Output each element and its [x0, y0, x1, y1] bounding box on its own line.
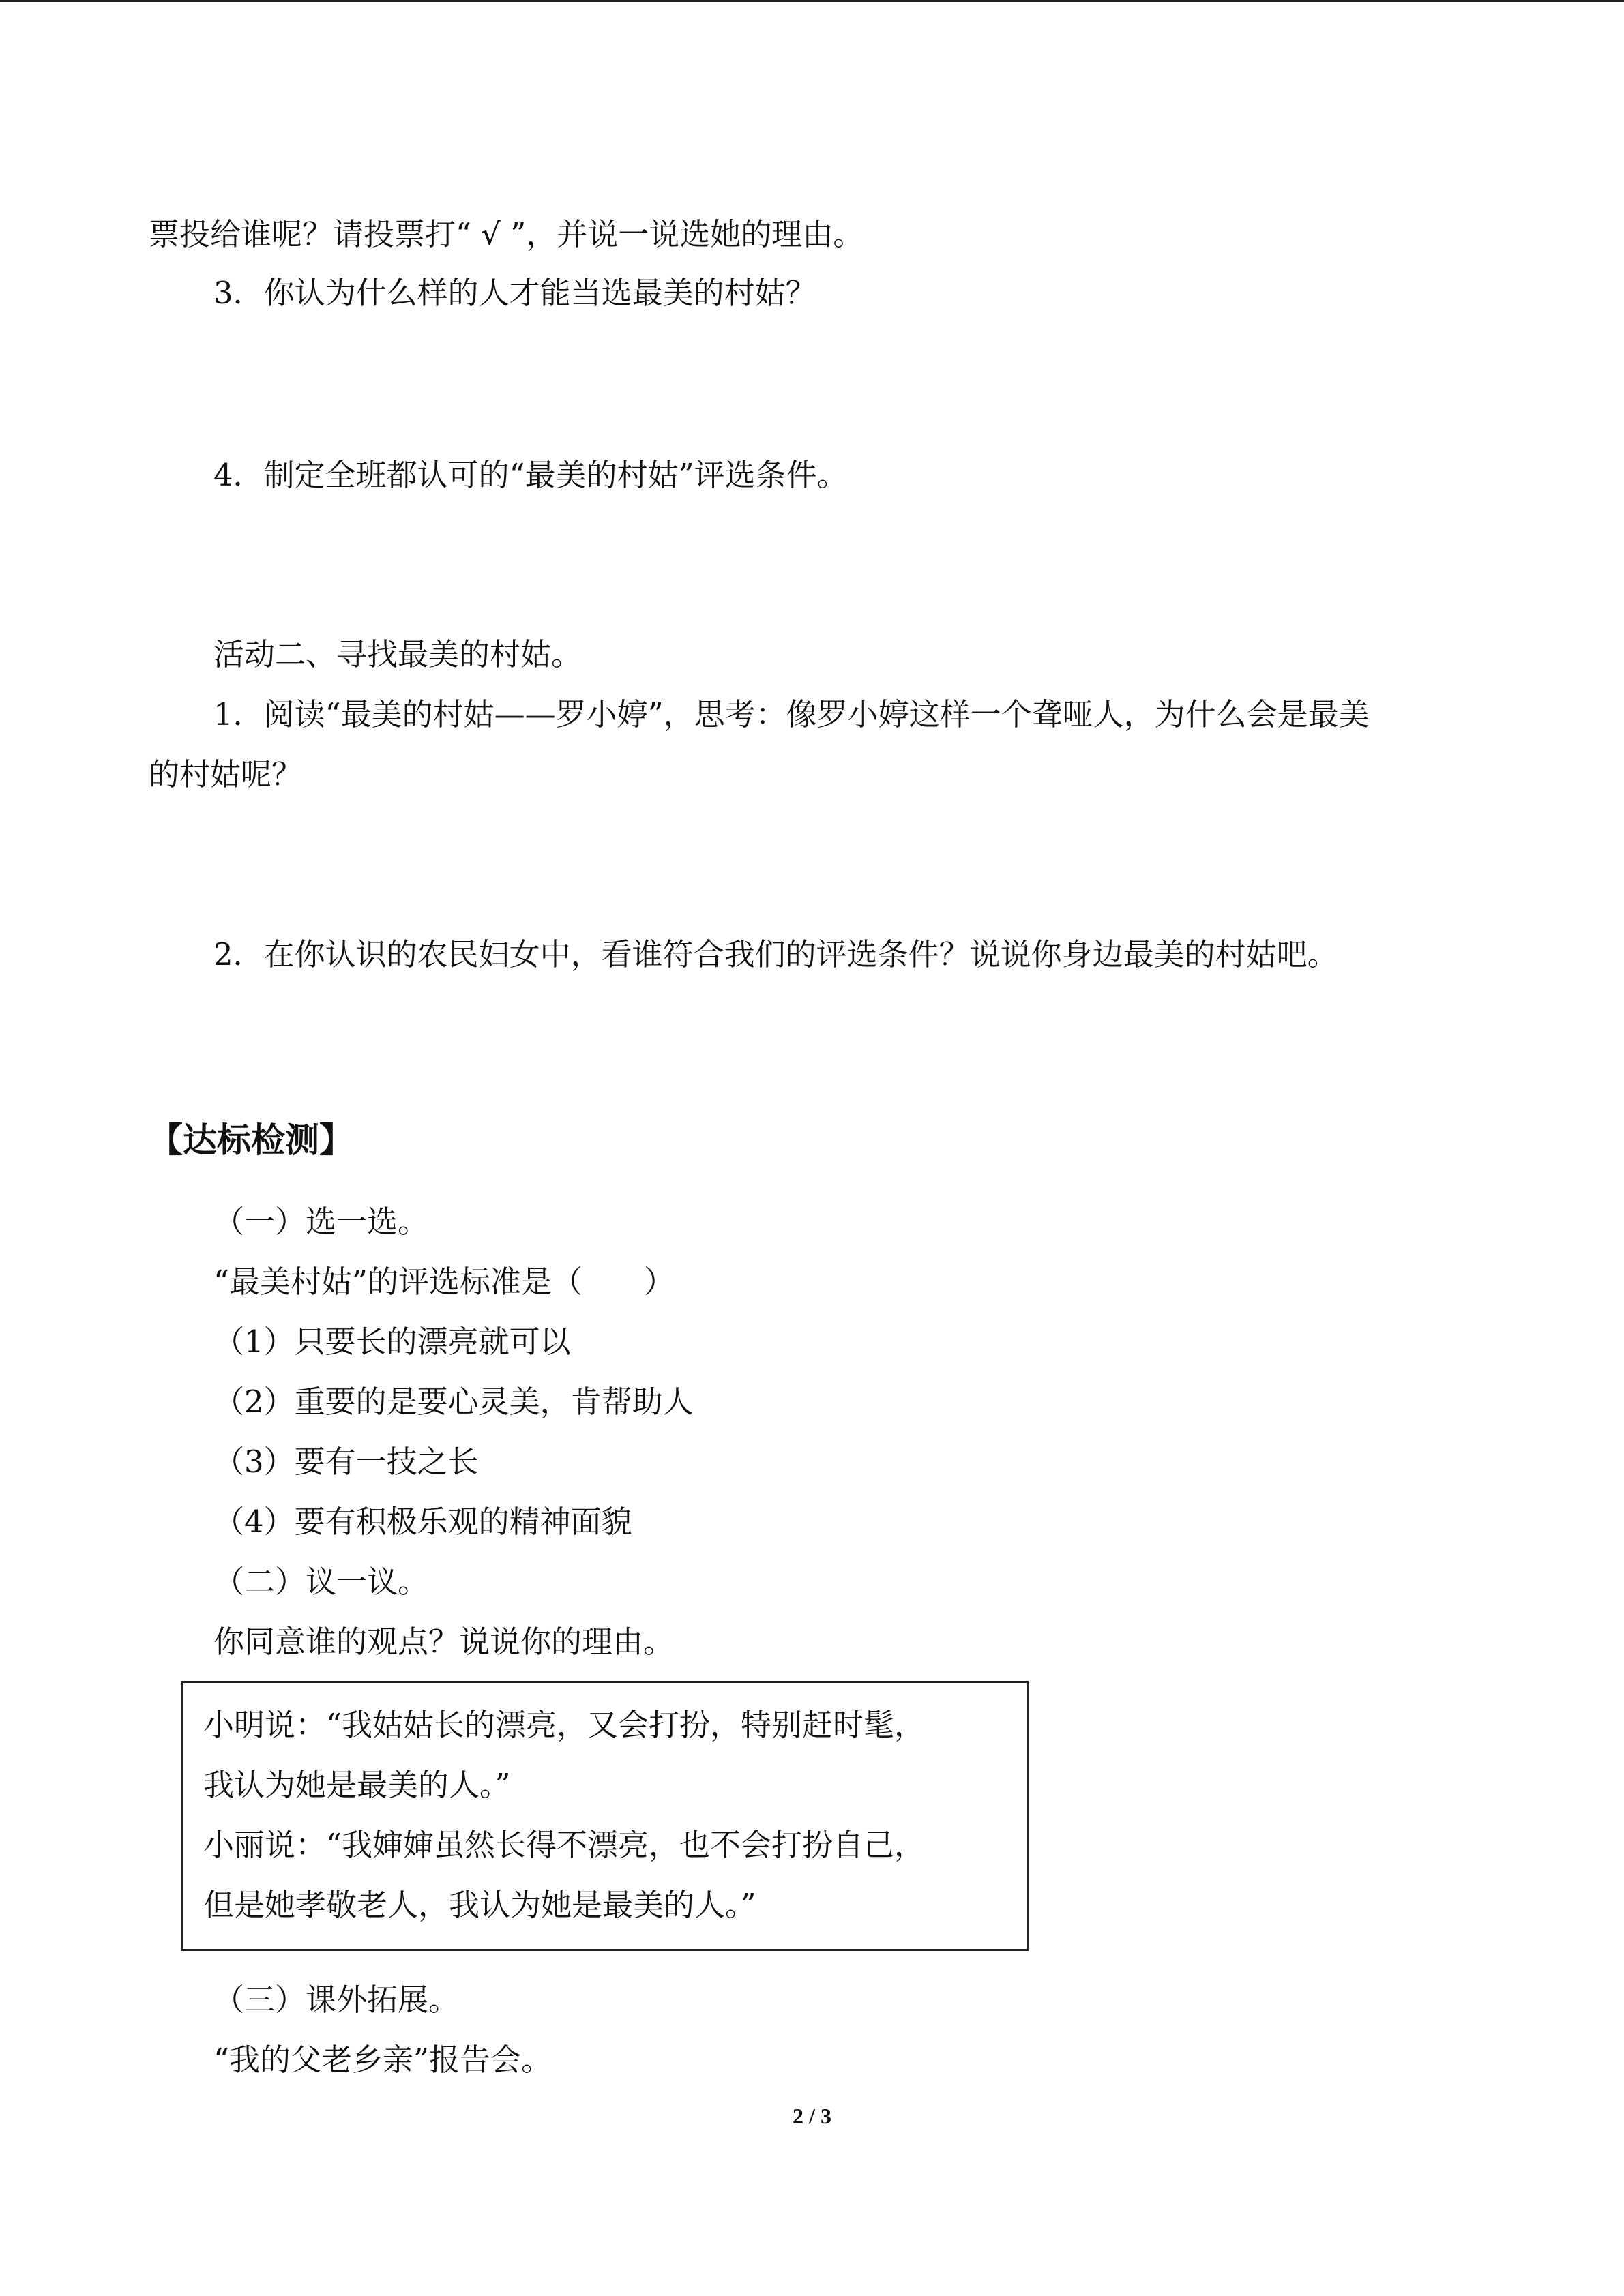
page-number: 2 / 3: [793, 2104, 831, 2128]
top-border-rule: [0, 0, 1624, 2]
activity1-line-continued: 票投给谁呢？请投票打“ √ ”，并说一说选她的理由。: [149, 216, 864, 252]
quote-line-xiaoli-2: 但是她孝敬老人，我认为她是最美的人。”: [203, 1887, 756, 1923]
option-2: （2）重要的是要心灵美，肯帮助人: [213, 1384, 694, 1420]
part2-title: （二）议一议。: [213, 1564, 429, 1600]
part3-title: （三）课外拓展。: [213, 1982, 460, 2018]
quote-line-xiaoming-2: 我认为她是最美的人。”: [203, 1767, 511, 1803]
part1-title: （一）选一选。: [213, 1204, 429, 1240]
activity2-question-1-line-1: 1．阅读“最美的村姑——罗小婷”，思考：像罗小婷这样一个聋哑人，为什么会是最美: [213, 696, 1370, 732]
option-1: （1）只要长的漂亮就可以: [213, 1324, 571, 1360]
part1-question: “最美村姑”的评选标准是（ ）: [213, 1264, 675, 1300]
quote-line-xiaoli-1: 小丽说：“我婶婶虽然长得不漂亮，也不会打扮自己，: [203, 1827, 926, 1863]
activity2-question-1-line-2: 的村姑呢？: [149, 756, 303, 792]
option-4: （4）要有积极乐观的精神面貌: [213, 1504, 632, 1540]
quote-line-xiaoming-1: 小明说：“我姑姑长的漂亮，又会打扮，特别赶时髦，: [203, 1707, 926, 1743]
part3-content: “我的父老乡亲”报告会。: [213, 2042, 552, 2078]
activity1-question-4: 4．制定全班都认可的“最美的村姑”评选条件。: [213, 457, 848, 493]
option-3: （3）要有一技之长: [213, 1444, 479, 1480]
part2-prompt: 你同意谁的观点？说说你的理由。: [213, 1624, 675, 1660]
opinion-quote-box: [181, 1681, 1029, 1951]
section-heading: 【达标检测】: [149, 1120, 353, 1160]
activity2-question-2: 2．在你认识的农民妇女中，看谁符合我们的评选条件？说说你身边最美的村姑吧。: [213, 936, 1338, 972]
activity1-question-3: 3．你认为什么样的人才能当选最美的村姑？: [213, 275, 816, 311]
activity2-title: 活动二、寻找最美的村姑。: [213, 636, 582, 672]
